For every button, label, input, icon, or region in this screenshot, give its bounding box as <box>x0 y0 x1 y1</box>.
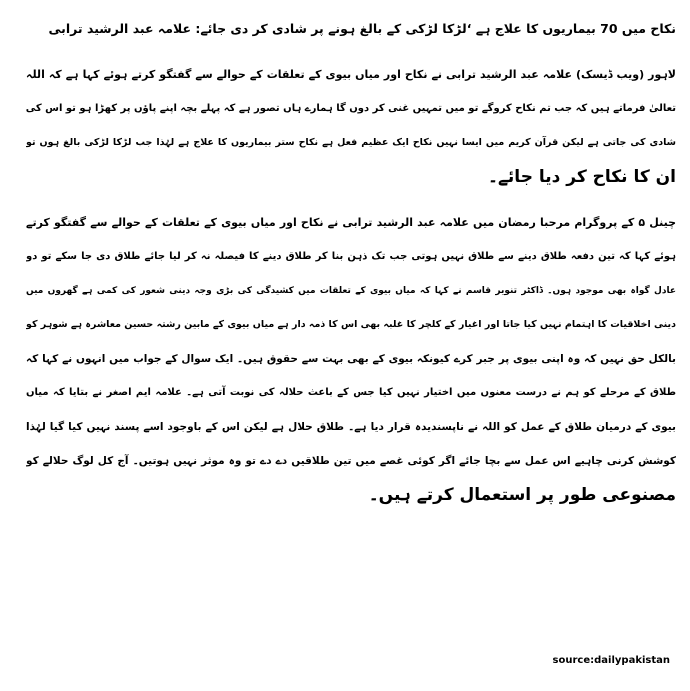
source-credit: source:dailypakistan <box>552 655 670 666</box>
paragraph-line: لاہور (ویب ڈیسک) علامہ عبد الرشید ترابی نے نکاح اور میاں بیوی کے تعلقات کے حوالے سے گفتگو کرتے ہوئے کہا ہے کہ اللہ <box>26 68 676 81</box>
headline: نکاح میں 70 بیماریوں کا علاج ہے ‘لڑکا لڑکی کے بالغ ہونے پر شادی کر دی جائے: علامہ عبد الرشید ترابی <box>48 21 676 36</box>
paragraph-line: کوشش کرنی چاہیے اس عمل سے بچا جائے اگر کوئی غصے میں تین طلاقیں دے دے تو وہ موثر نہیں ہوتیں۔ آج کل لوگ حلالے کو <box>26 455 676 467</box>
paragraph-line: طلاق کے مرحلے کو ہم نے درست معنوں میں اختیار نہیں کیا جس کے باعث حلالہ کی نوبت آتی ہے۔ علامہ ایم اصغر نے بتایا کہ میاں <box>26 387 676 398</box>
paragraph-line: تعالیٰ فرماتے ہیں کہ جب تم نکاح کروگے تو میں تمہیں غنی کر دوں گا ہمارے ہاں تصور ہے کہ پہلے بچہ اپنے پاؤں پر کھڑا ہو تو اس کی <box>26 103 676 114</box>
paragraph-1 <box>26 58 676 194</box>
paragraph-line: بالکل حق نہیں کہ وہ اپنی بیوی پر جبر کرے کیونکہ بیوی کے بھی بہت سے حقوق ہیں۔ ایک سوال کے جواب میں انہوں نے کہا کہ <box>26 353 676 365</box>
paragraph-line: بیوی کے درمیان طلاق کے عمل کو اللہ نے ناپسندیدہ قرار دیا ہے۔ طلاق حلال ہے لیکن اس کے باوجود اسے پسند نہیں کیا گیا لہٰذا <box>26 421 676 433</box>
paragraph-line: دینی اخلاقیات کا اہتمام نہیں کیا جاتا اور اغیار کے کلچر کا غلبہ بھی اس کا ذمہ دار ہے میاں بیوی کے مابین رشتہ حسین معاشرہ ہے شوہر کو <box>26 319 676 330</box>
paragraph-line: ان کا نکاح کر دیا جائے۔ <box>488 167 676 187</box>
paragraph-line: عادل گواہ بھی موجود ہوں۔ ڈاکٹر تنویر قاسم نے کہا کہ میاں بیوی کے تعلقات میں کشیدگی کی بڑی وجہ دینی شعور کی کمی ہے گھروں میں <box>26 286 676 296</box>
paragraph-line: شادی کی جاتی ہے لیکن قرآن کریم میں ایسا نہیں نکاح ایک عظیم فعل ہے نکاح ستر بیماریوں کا علاج ہے لہٰذا جب لڑکا لڑکی بالغ ہوں تو <box>26 137 676 148</box>
paragraph-2 <box>26 206 676 512</box>
paragraph-line: ہوئے کہا کہ تین دفعہ طلاق دینے سے طلاق نہیں ہوتی جب تک ذہن بنا کر طلاق دینے کا فیصلہ نہ کر لیا جائے طلاق دی جا سکے تو دو <box>26 251 676 262</box>
paragraph-line: چینل ۵ کے پروگرام مرحبا رمضان میں علامہ عبد الرشید ترابی نے نکاح اور میاں بیوی کے تعلقات کے حوالے سے گفتگو کرتے <box>26 216 676 229</box>
paragraph-line: مصنوعی طور پر استعمال کرتے ہیں۔ <box>368 485 676 505</box>
